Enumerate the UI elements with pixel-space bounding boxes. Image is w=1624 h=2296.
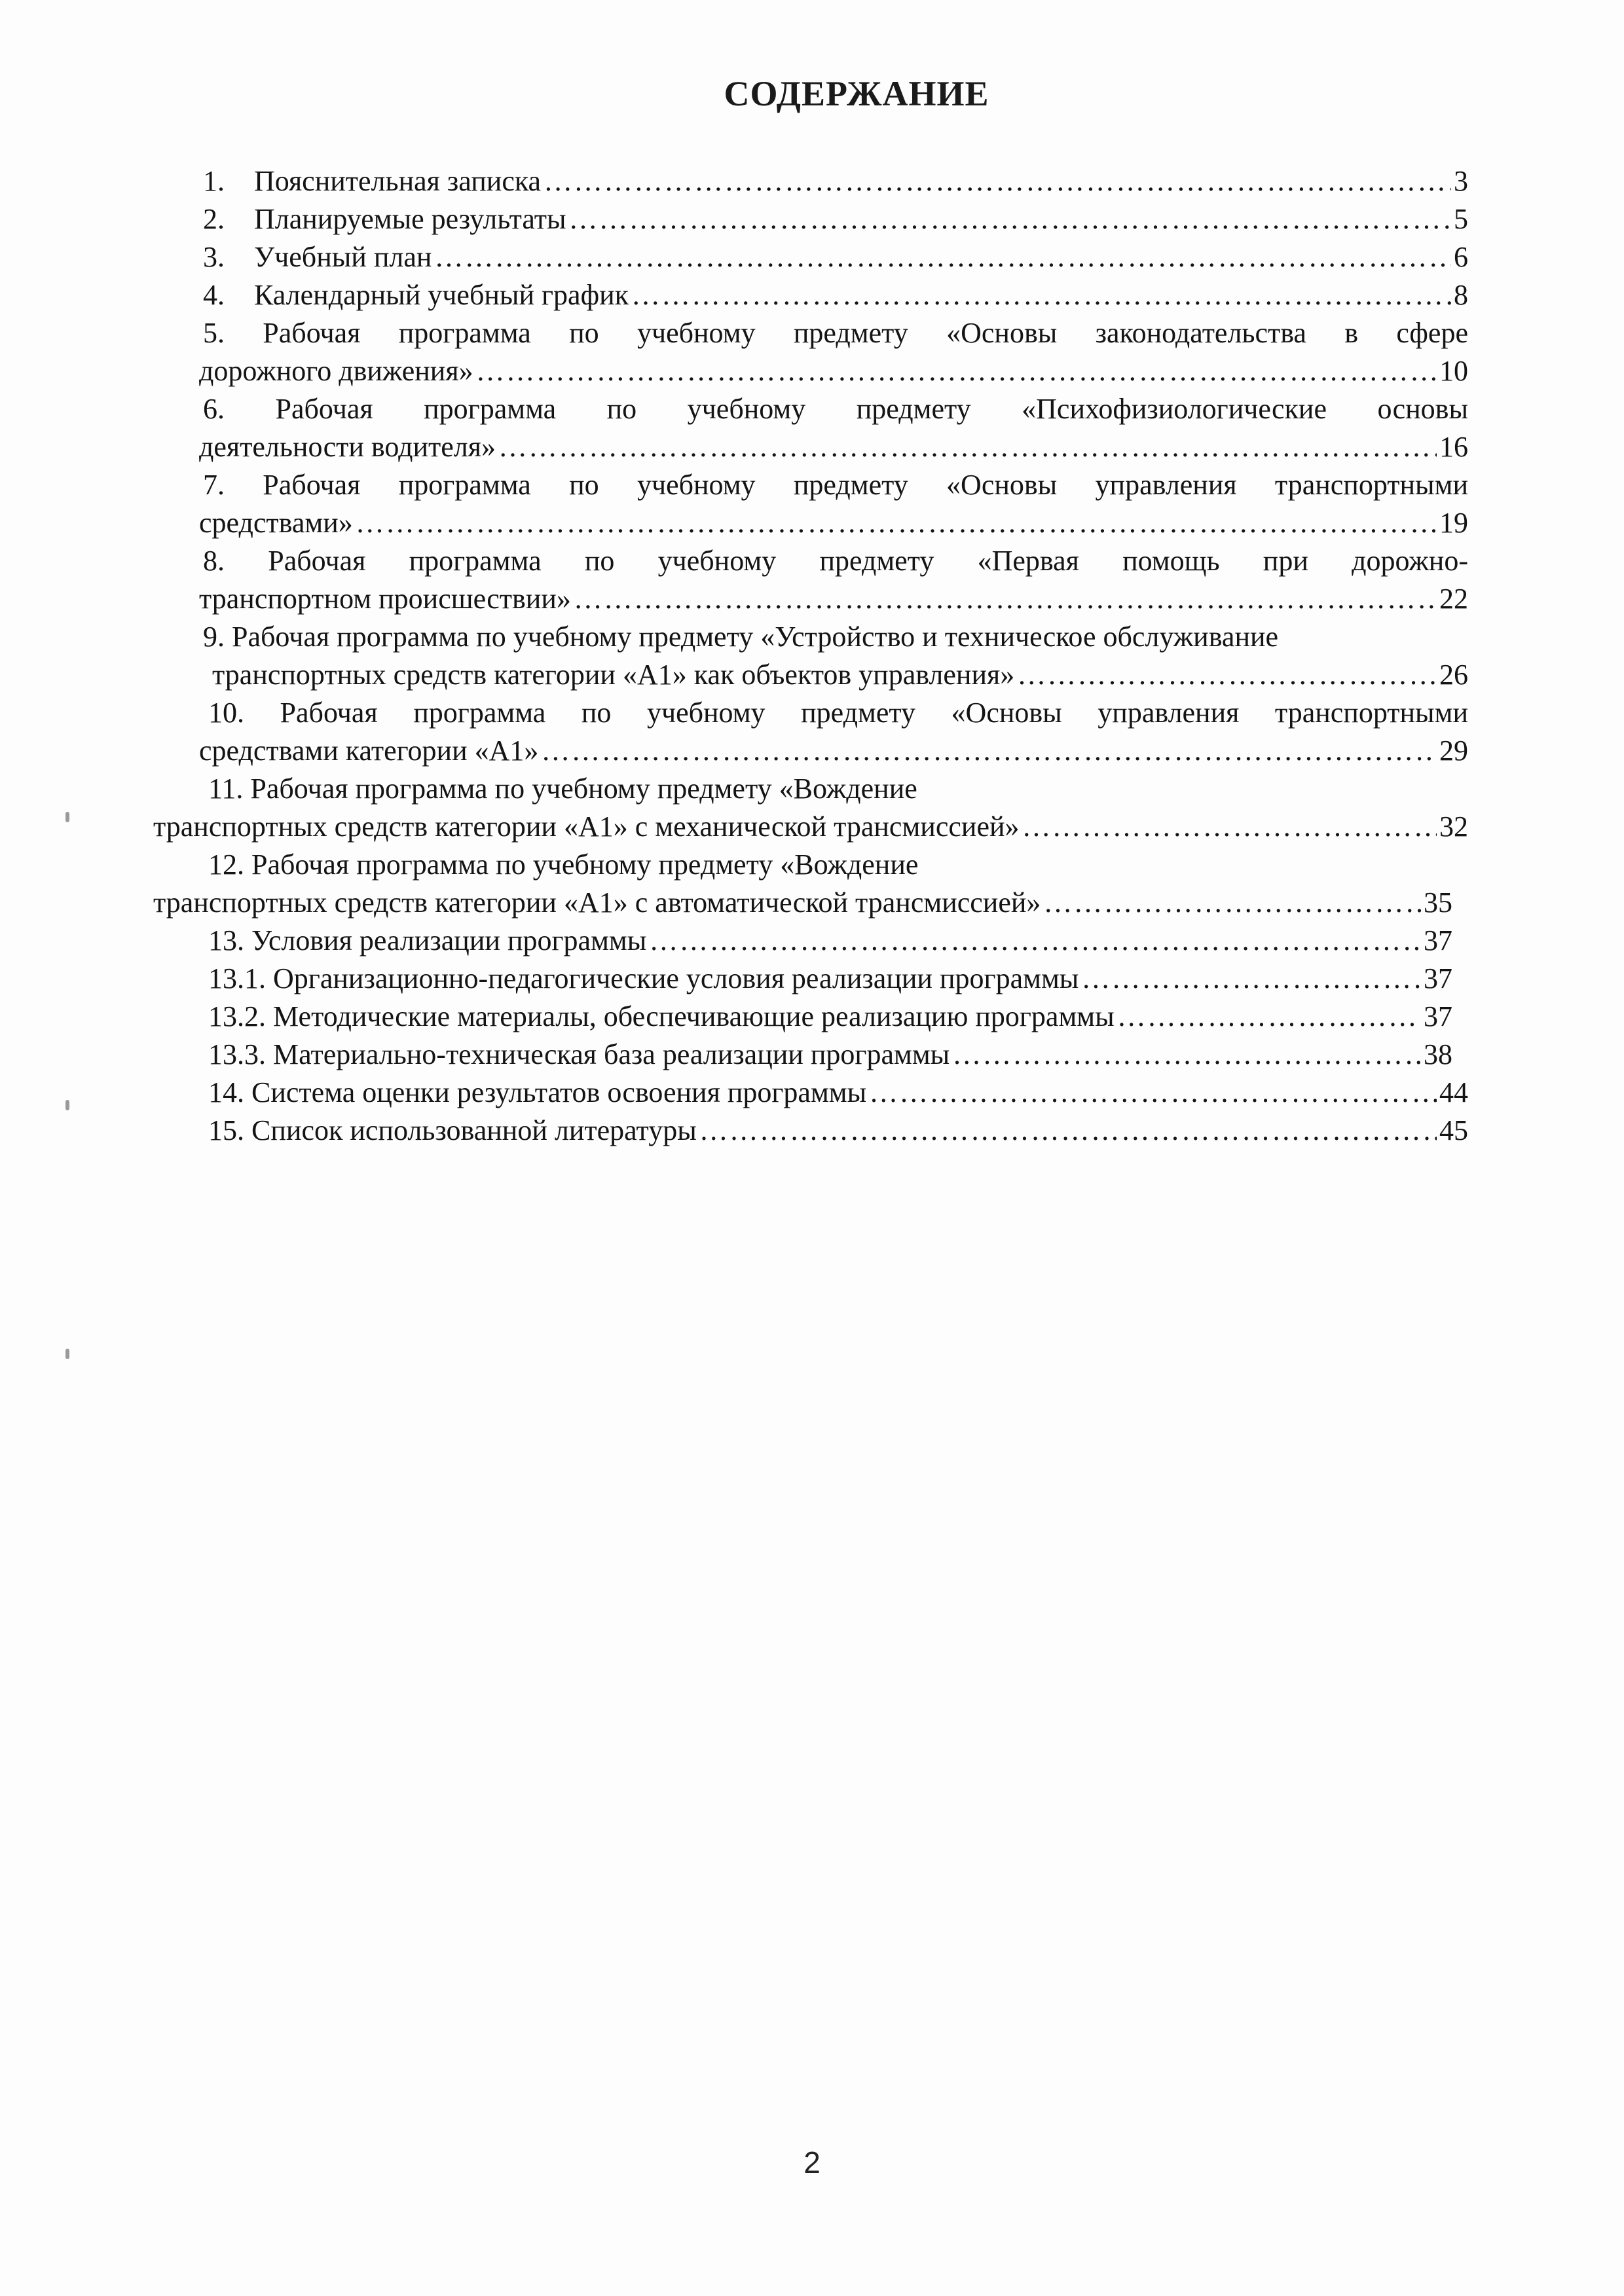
toc-entry-page: 22 [1439,583,1468,615]
toc-entry-first-line: 6. Рабочая программа по учебному предмету «Психофизиологические основы [203,393,1468,425]
toc-entry-title: транспортных средств категории «А1» с механической трансмиссией» [153,811,1020,843]
toc-entry-first-line: 11. Рабочая программа по учебному предмету «Вождение [208,773,917,805]
toc-leader-dots [699,1112,1437,1150]
toc-entry-10 [199,694,1468,770]
toc-entry-page: 32 [1439,811,1468,843]
toc-entry-8 [199,542,1468,618]
toc-entry-title: 13.1. Организационно-педагогические условия реализации программы [208,962,1079,994]
toc-entry-page: 5 [1454,203,1468,235]
toc-entry-first-line: 10. Рабочая программа по учебному предмету «Основы управления транспортными [208,697,1468,729]
toc-entry-page: 8 [1454,279,1468,311]
toc-entry-3 [199,238,1468,276]
toc-entry-14 [199,1074,1468,1112]
toc-entry-page: 26 [1439,659,1468,691]
toc-entry-page: 16 [1439,431,1468,463]
toc-entry-title: транспортных средств категории «А1» с автоматической трансмиссией» [153,886,1041,919]
toc-entry-page: 37 [1424,924,1452,957]
toc-leader-dots [498,428,1437,466]
toc-entry-page: 35 [1424,886,1452,919]
toc-entry-title: Учебный план [254,241,432,273]
toc-entry-page: 37 [1424,962,1452,994]
toc-leader-dots [1117,998,1421,1036]
toc-leader-dots [649,922,1421,960]
toc-entry-title: средствами категории «А1» [199,735,539,767]
toc-entry-page: 45 [1439,1114,1468,1146]
toc-entry-title: 14. Система оценки результатов освоения программы [208,1076,867,1108]
toc-entry-11 [153,770,1468,846]
toc-entry-page: 38 [1424,1038,1452,1070]
toc-entry-2 [199,200,1468,238]
toc-entry-last-line [199,428,1468,466]
toc-entry-first-line: 9. Рабочая программа по учебному предмету «Устройство и техническое обслуживание [203,621,1279,653]
toc-entry-page: 37 [1424,1000,1452,1032]
toc-leader-dots [434,238,1451,276]
toc-entry-page: 10 [1439,355,1468,387]
toc-leader-dots [356,504,1437,542]
toc-entry-number: 3. [203,241,225,273]
toc-entry-13-1 [199,960,1452,998]
toc-leader-dots [1022,808,1437,846]
toc-entry-title: деятельности водителя» [199,431,496,463]
toc-entry-7 [199,466,1468,542]
toc-entry-1 [199,162,1468,200]
toc-entry-6 [199,390,1468,466]
toc-entry-page: 29 [1439,735,1468,767]
toc-entry-number: 1. [203,165,225,197]
toc-entry-title: транспортном происшествии» [199,583,571,615]
toc-leader-dots [544,162,1451,200]
toc-entry-first-line: 7. Рабочая программа по учебному предмету «Основы управления транспортными [203,469,1468,501]
toc-entry-title: Пояснительная записка [254,165,542,197]
toc-entry-title: 13.3. Материально-техническая база реализации программы [208,1038,950,1070]
toc-entry-first-line: 12. Рабочая программа по учебному предмету «Вождение [208,848,919,881]
toc-leader-dots [1043,884,1421,922]
toc-entry-9 [199,618,1468,694]
toc-entry-last-line [199,732,1468,770]
toc-entry-title: Календарный учебный график [254,279,629,311]
toc-entry-number: 4. [203,279,225,311]
toc-leader-dots [569,200,1451,238]
toc-leader-dots [952,1036,1421,1074]
toc-entry-last-line [199,504,1468,542]
toc-entry-title: Планируемые результаты [254,203,566,235]
toc-entry-last-line [153,808,1468,846]
scan-mark [65,1349,69,1359]
toc-entry-12 [153,846,1468,922]
toc-entry-15 [199,1112,1468,1150]
toc-entry-first-line: 8. Рабочая программа по учебному предмету «Первая помощь при дорожно- [203,545,1468,577]
toc-entry-5 [199,314,1468,390]
toc-entry-last-line [199,352,1468,390]
toc-entry-last-line [153,884,1452,922]
toc-leader-dots [1017,656,1437,694]
page-number: 2 [803,2145,821,2179]
toc-entry-page: 19 [1439,507,1468,539]
toc-entry-title: 15. Список использованной литературы [208,1114,697,1146]
toc-entry-4 [199,276,1468,314]
toc-leader-dots [541,732,1437,770]
toc-leader-dots [574,580,1437,618]
toc-entry-page: 44 [1439,1076,1468,1108]
scan-mark [65,1100,69,1110]
scan-mark [65,812,69,822]
toc-leader-dots [1081,960,1421,998]
toc-entry-13-3 [199,1036,1452,1074]
toc-entry-title: дорожного движения» [199,355,473,387]
toc-entry-title: 13. Условия реализации программы [208,924,647,957]
toc-entry-first-line: 5. Рабочая программа по учебному предмету «Основы законодательства в сфере [203,317,1468,349]
table-of-contents [153,162,1468,1150]
toc-entry-page: 6 [1454,241,1468,273]
toc-entry-title: средствами» [199,507,353,539]
toc-entry-last-line [199,580,1468,618]
page-title: СОДЕРЖАНИЕ [724,74,989,113]
toc-entry-title: транспортных средств категории «А1» как объектов управления» [212,659,1015,691]
toc-entry-13-2 [199,998,1452,1036]
toc-leader-dots [631,276,1451,314]
toc-entry-13 [199,922,1452,960]
toc-entry-page: 3 [1454,165,1468,197]
toc-entry-title: 13.2. Методические материалы, обеспечивающие реализацию программы [208,1000,1115,1032]
toc-leader-dots [869,1074,1437,1112]
toc-leader-dots [476,352,1437,390]
toc-entry-last-line [199,656,1468,694]
toc-entry-number: 2. [203,203,225,235]
